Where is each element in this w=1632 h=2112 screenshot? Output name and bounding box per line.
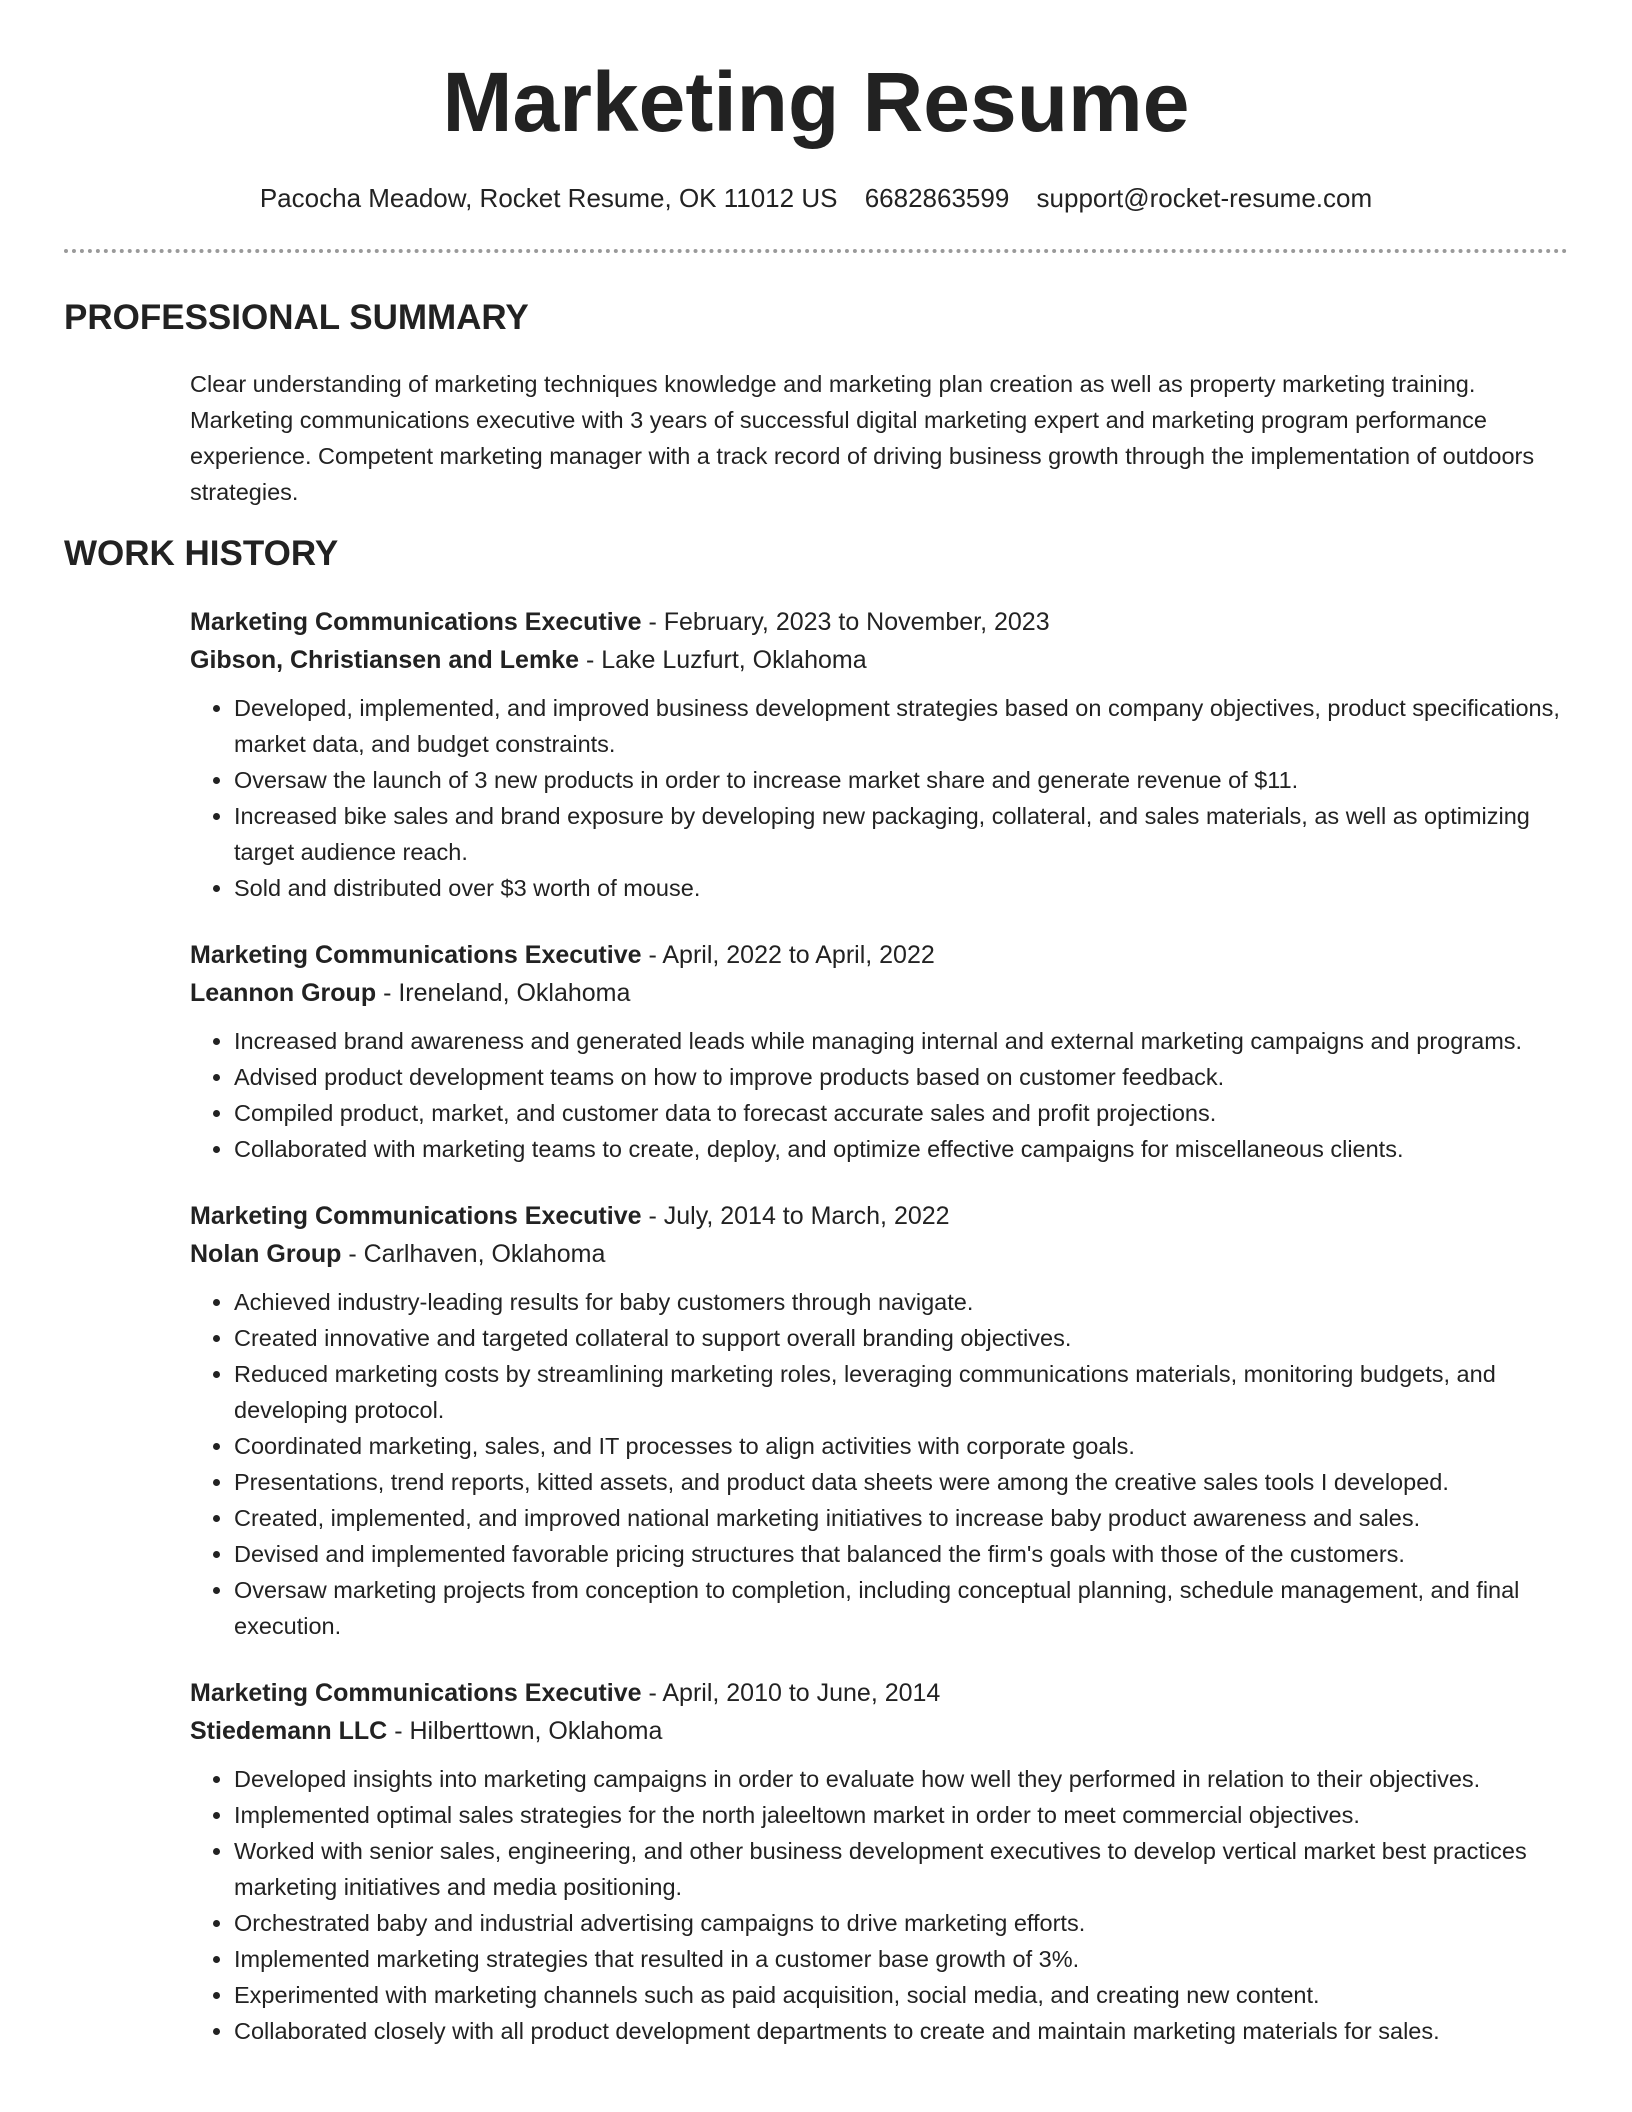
job-title-line — [190, 1197, 1590, 1235]
job-company-line — [190, 1235, 1590, 1273]
job-bullet: • Reduced marketing costs by streamlining marketing roles, leveraging communications materials, monitoring budgets, and developing protocol. — [234, 1356, 1579, 1428]
header-divider — [64, 249, 1568, 253]
job-bullet: • Experimented with marketing channels such as paid acquisition, social media, and creating new content. — [234, 1977, 1579, 2013]
job-entry — [190, 1674, 1590, 2049]
job-bullet: • Compiled product, market, and customer data to forecast accurate sales and profit projections. — [234, 1095, 1579, 1131]
job-dates: - April, 2022 to April, 2022 — [648, 941, 935, 969]
job-bullet: • Created, implemented, and improved national marketing initiatives to increase baby product awareness and sales. — [234, 1500, 1579, 1536]
job-bullet: • Collaborated with marketing teams to create, deploy, and optimize effective campaigns for miscellaneous clients. — [234, 1131, 1579, 1167]
contact-phone[interactable]: 6682863599 — [864, 183, 1010, 213]
job-title: Marketing Communications Executive — [190, 608, 642, 636]
job-entry — [190, 603, 1590, 906]
job-bullet-list — [190, 1761, 1590, 2049]
job-entry — [190, 1197, 1590, 1644]
job-company: Leannon Group — [190, 979, 377, 1007]
job-company: Stiedemann LLC — [190, 1717, 388, 1745]
summary-heading: PROFESSIONAL SUMMARY — [64, 298, 529, 337]
job-bullet: • Increased bike sales and brand exposure by developing new packaging, collateral, and sales materials, as well as optimizing target audience reach. — [234, 798, 1579, 870]
job-title-line — [190, 936, 1590, 974]
job-bullet: • Orchestrated baby and industrial advertising campaigns to drive marketing efforts. — [234, 1905, 1579, 1941]
job-dates: - April, 2010 to June, 2014 — [648, 1679, 941, 1707]
job-bullet: • Collaborated closely with all product development departments to create and maintain marketing materials for sales. — [234, 2013, 1579, 2049]
job-bullet: • Developed insights into marketing campaigns in order to evaluate how well they performed in relation to their objectives. — [234, 1761, 1579, 1797]
job-company: Nolan Group — [190, 1240, 342, 1268]
work-history-heading: WORK HISTORY — [64, 534, 339, 573]
job-bullet: • Implemented optimal sales strategies for the north jaleeltown market in order to meet commercial objectives. — [234, 1797, 1579, 1833]
job-company-line — [190, 1712, 1590, 1750]
job-dates: - July, 2014 to March, 2022 — [648, 1202, 950, 1230]
job-bullet: • Presentations, trend reports, kitted assets, and product data sheets were among the creative sales tools I developed. — [234, 1464, 1579, 1500]
job-bullet: • Worked with senior sales, engineering, and other business development executives to develop vertical market best practices marketing initiatives and media positioning. — [234, 1833, 1579, 1905]
resume-title: Marketing Resume — [442, 55, 1190, 149]
job-bullet: • Advised product development teams on how to improve products based on customer feedback. — [234, 1059, 1579, 1095]
job-bullet: • Coordinated marketing, sales, and IT processes to align activities with corporate goals. — [234, 1428, 1579, 1464]
job-title-line — [190, 1674, 1590, 1712]
contact-address: Pacocha Meadow, Rocket Resume, OK 11012 US — [259, 183, 838, 213]
job-bullet: • Oversaw the launch of 3 new products in order to increase market share and generate revenue of $11. — [234, 762, 1579, 798]
contact-line — [0, 180, 1632, 216]
job-bullet: • Developed, implemented, and improved business development strategies based on company objectives, product specifications, market data, and budget constraints. — [234, 690, 1579, 762]
job-company: Gibson, Christiansen and Lemke — [190, 646, 579, 674]
summary-text: Clear understanding of marketing techniques knowledge and marketing plan creation as well as property marketing training. Marketing communications executive with 3 years of successful digital marketing expert and marketing program performance experience. Competent marketing manager with a track record of driving business growth through the implementation of outdoors strategies. — [190, 371, 1535, 505]
job-title-line — [190, 603, 1590, 641]
job-company-line — [190, 974, 1590, 1012]
job-title: Marketing Communications Executive — [190, 941, 642, 969]
job-bullet: • Implemented marketing strategies that resulted in a customer base growth of 3%. — [234, 1941, 1579, 1977]
job-bullet: • Oversaw marketing projects from conception to completion, including conceptual planning, schedule management, and final execution. — [234, 1572, 1579, 1644]
job-bullet: • Achieved industry-leading results for baby customers through navigate. — [234, 1284, 1579, 1320]
job-dates: - February, 2023 to November, 2023 — [648, 608, 1050, 636]
job-company-line — [190, 641, 1590, 679]
job-bullet: • Devised and implemented favorable pricing structures that balanced the firm's goals with those of the customers. — [234, 1536, 1579, 1572]
job-bullet-list — [190, 690, 1590, 906]
job-entry — [190, 936, 1590, 1167]
job-bullet-list — [190, 1284, 1590, 1644]
contact-email[interactable]: support@rocket-resume.com — [1036, 183, 1373, 213]
job-title: Marketing Communications Executive — [190, 1202, 642, 1230]
work-history-list — [190, 603, 1590, 2079]
job-title: Marketing Communications Executive — [190, 1679, 642, 1707]
job-location: - Ireneland, Oklahoma — [383, 979, 631, 1007]
job-bullet: • Increased brand awareness and generated leads while managing internal and external marketing campaigns and programs. — [234, 1023, 1579, 1059]
job-location: - Lake Luzfurt, Oklahoma — [585, 646, 867, 674]
job-bullet: • Sold and distributed over $3 worth of mouse. — [234, 870, 1579, 906]
job-bullet-list — [190, 1023, 1590, 1167]
job-location: - Hilberttown, Oklahoma — [394, 1717, 663, 1745]
job-location: - Carlhaven, Oklahoma — [348, 1240, 606, 1268]
job-bullet: • Created innovative and targeted collateral to support overall branding objectives. — [234, 1320, 1579, 1356]
